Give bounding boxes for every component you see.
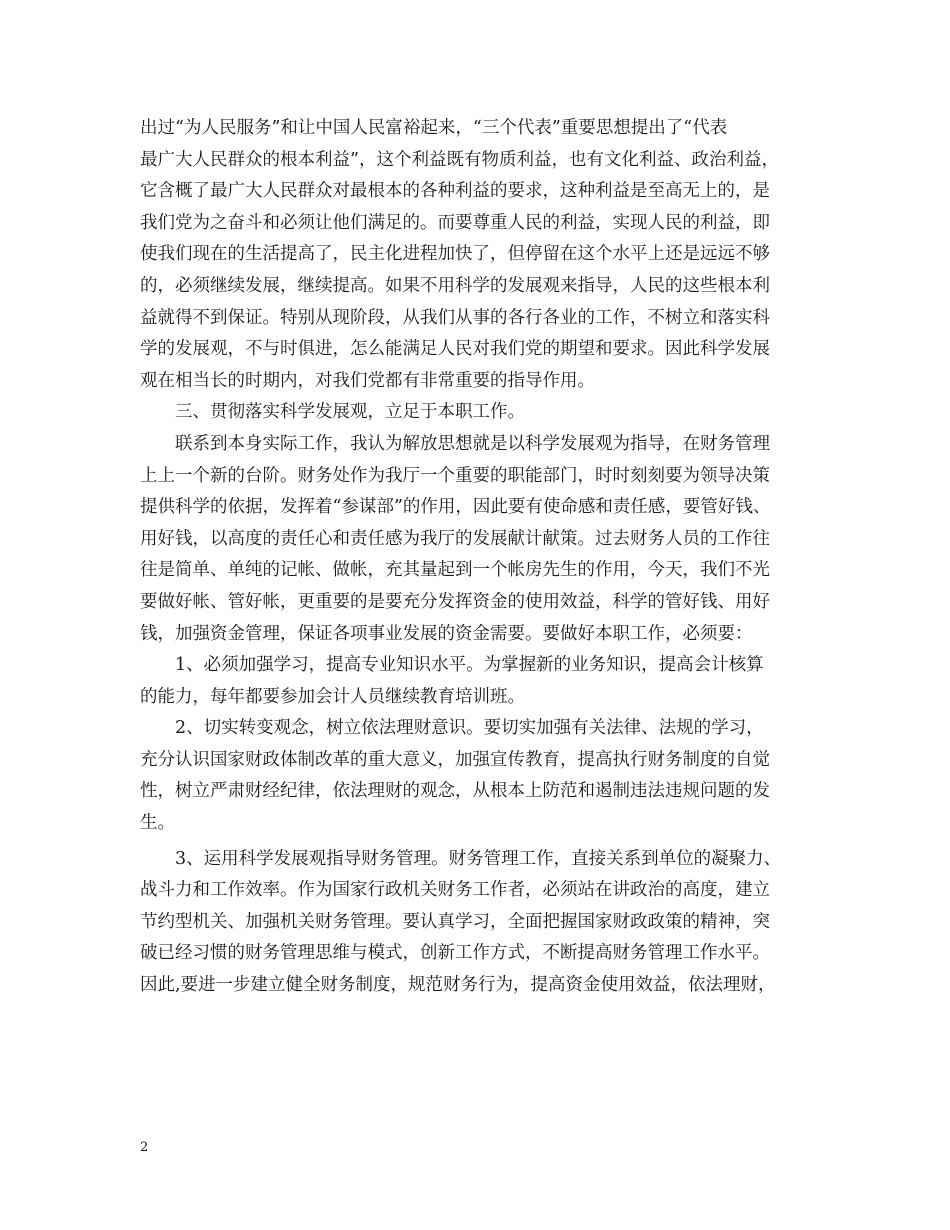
text-line: 性，树立严肃财经纪律，依法理财的观念，从根本上防范和遏制违法违规问题的发 bbox=[140, 781, 770, 802]
text-line: 我们党为之奋斗和必须让他们满足的。而要尊重人民的利益，实现人民的利益，即 bbox=[140, 212, 770, 233]
text-line: 往是简单、单纯的记帐、做帐，充其量起到一个帐房先生的作用，今天，我们不光 bbox=[140, 560, 770, 581]
text-line: 学的发展观，不与时俱进，怎么能满足人民对我们党的期望和要求。因此科学发展 bbox=[140, 339, 770, 360]
list-item: 3、运用科学发展观指导财务管理。财务管理工作，直接关系到单位的凝聚力、 bbox=[175, 848, 782, 869]
text-line: 的，必须继续发展，继续提高。如果不用科学的发展观来指导，人民的这些根本利 bbox=[140, 275, 770, 296]
text-line: 充分认识国家财政体制改革的重大意义，加强宣传教育，提高执行财务制度的自觉 bbox=[140, 749, 770, 770]
text-line: 生。 bbox=[140, 813, 175, 834]
text-line: 上上一个新的台阶。财务处作为我厅一个重要的职能部门，时时刻刻要为领导决策 bbox=[140, 465, 770, 486]
text-line: 破已经习惯的财务管理思维与模式，创新工作方式，不断提高财务管理工作水平。 bbox=[140, 943, 770, 964]
text-line: 节约型机关、加强机关财务管理。要认真学习，全面把握国家财政政策的精神，突 bbox=[140, 911, 770, 932]
text-line: 的能力，每年都要参加会计人员继续教育培训班。 bbox=[140, 686, 525, 707]
text-line: 战斗力和工作效率。作为国家行政机关财务工作者，必须站在讲政治的高度，建立 bbox=[140, 880, 770, 901]
list-item: 1、必须加强学习，提高专业知识水平。为掌握新的业务知识，提高会计核算 bbox=[175, 655, 764, 676]
text-line: 提供科学的依据，发挥着“参谋部”的作用，因此要有使命感和责任感，要管好钱、 bbox=[140, 497, 771, 518]
text-line: 联系到本身实际工作，我认为解放思想就是以科学发展观为指导，在财务管理 bbox=[175, 433, 770, 454]
list-item: 2、切实转变观念，树立依法理财意识。要切实加强有关法律、法规的学习， bbox=[175, 718, 764, 739]
text-line: 使我们现在的生活提高了，民主化进程加快了，但停留在这个水平上还是远远不够 bbox=[140, 244, 770, 265]
text-line: 观在相当长的时期内，对我们党都有非常重要的指导作用。 bbox=[140, 370, 595, 391]
body-text bbox=[140, 113, 812, 1002]
text-line: 因此,要进一步建立健全财务制度，规范财务行为，提高资金使用效益，依法理财， bbox=[140, 975, 776, 996]
text-line: 钱，加强资金管理，保证各项事业发展的资金需要。要做好本职工作，必须要： bbox=[140, 623, 753, 644]
section-heading: 三、贯彻落实科学发展观，立足于本职工作。 bbox=[175, 402, 525, 423]
text-line: 它含概了最广大人民群众对最根本的各种利益的要求，这种利益是至高无上的，是 bbox=[140, 181, 770, 202]
text-line: 出过“为人民服务”和让中国人民富裕起来，“三个代表”重要思想提出了“代表 bbox=[140, 118, 728, 138]
text-line: 要做好帐、管好帐，更重要的是要充分发挥资金的使用效益，科学的管好钱、用好 bbox=[140, 591, 770, 612]
page-number: 2 bbox=[140, 1140, 149, 1155]
text-line: 益就得不到保证。特别从现阶段，从我们从事的各行各业的工作，不树立和落实科 bbox=[140, 307, 770, 328]
text-line: 用好钱，以高度的责任心和责任感为我厅的发展献计献策。过去财务人员的工作往 bbox=[140, 528, 770, 549]
text-line: 最广大人民群众的根本利益”，这个利益既有物质利益，也有文化利益、政治利益， bbox=[140, 149, 779, 170]
